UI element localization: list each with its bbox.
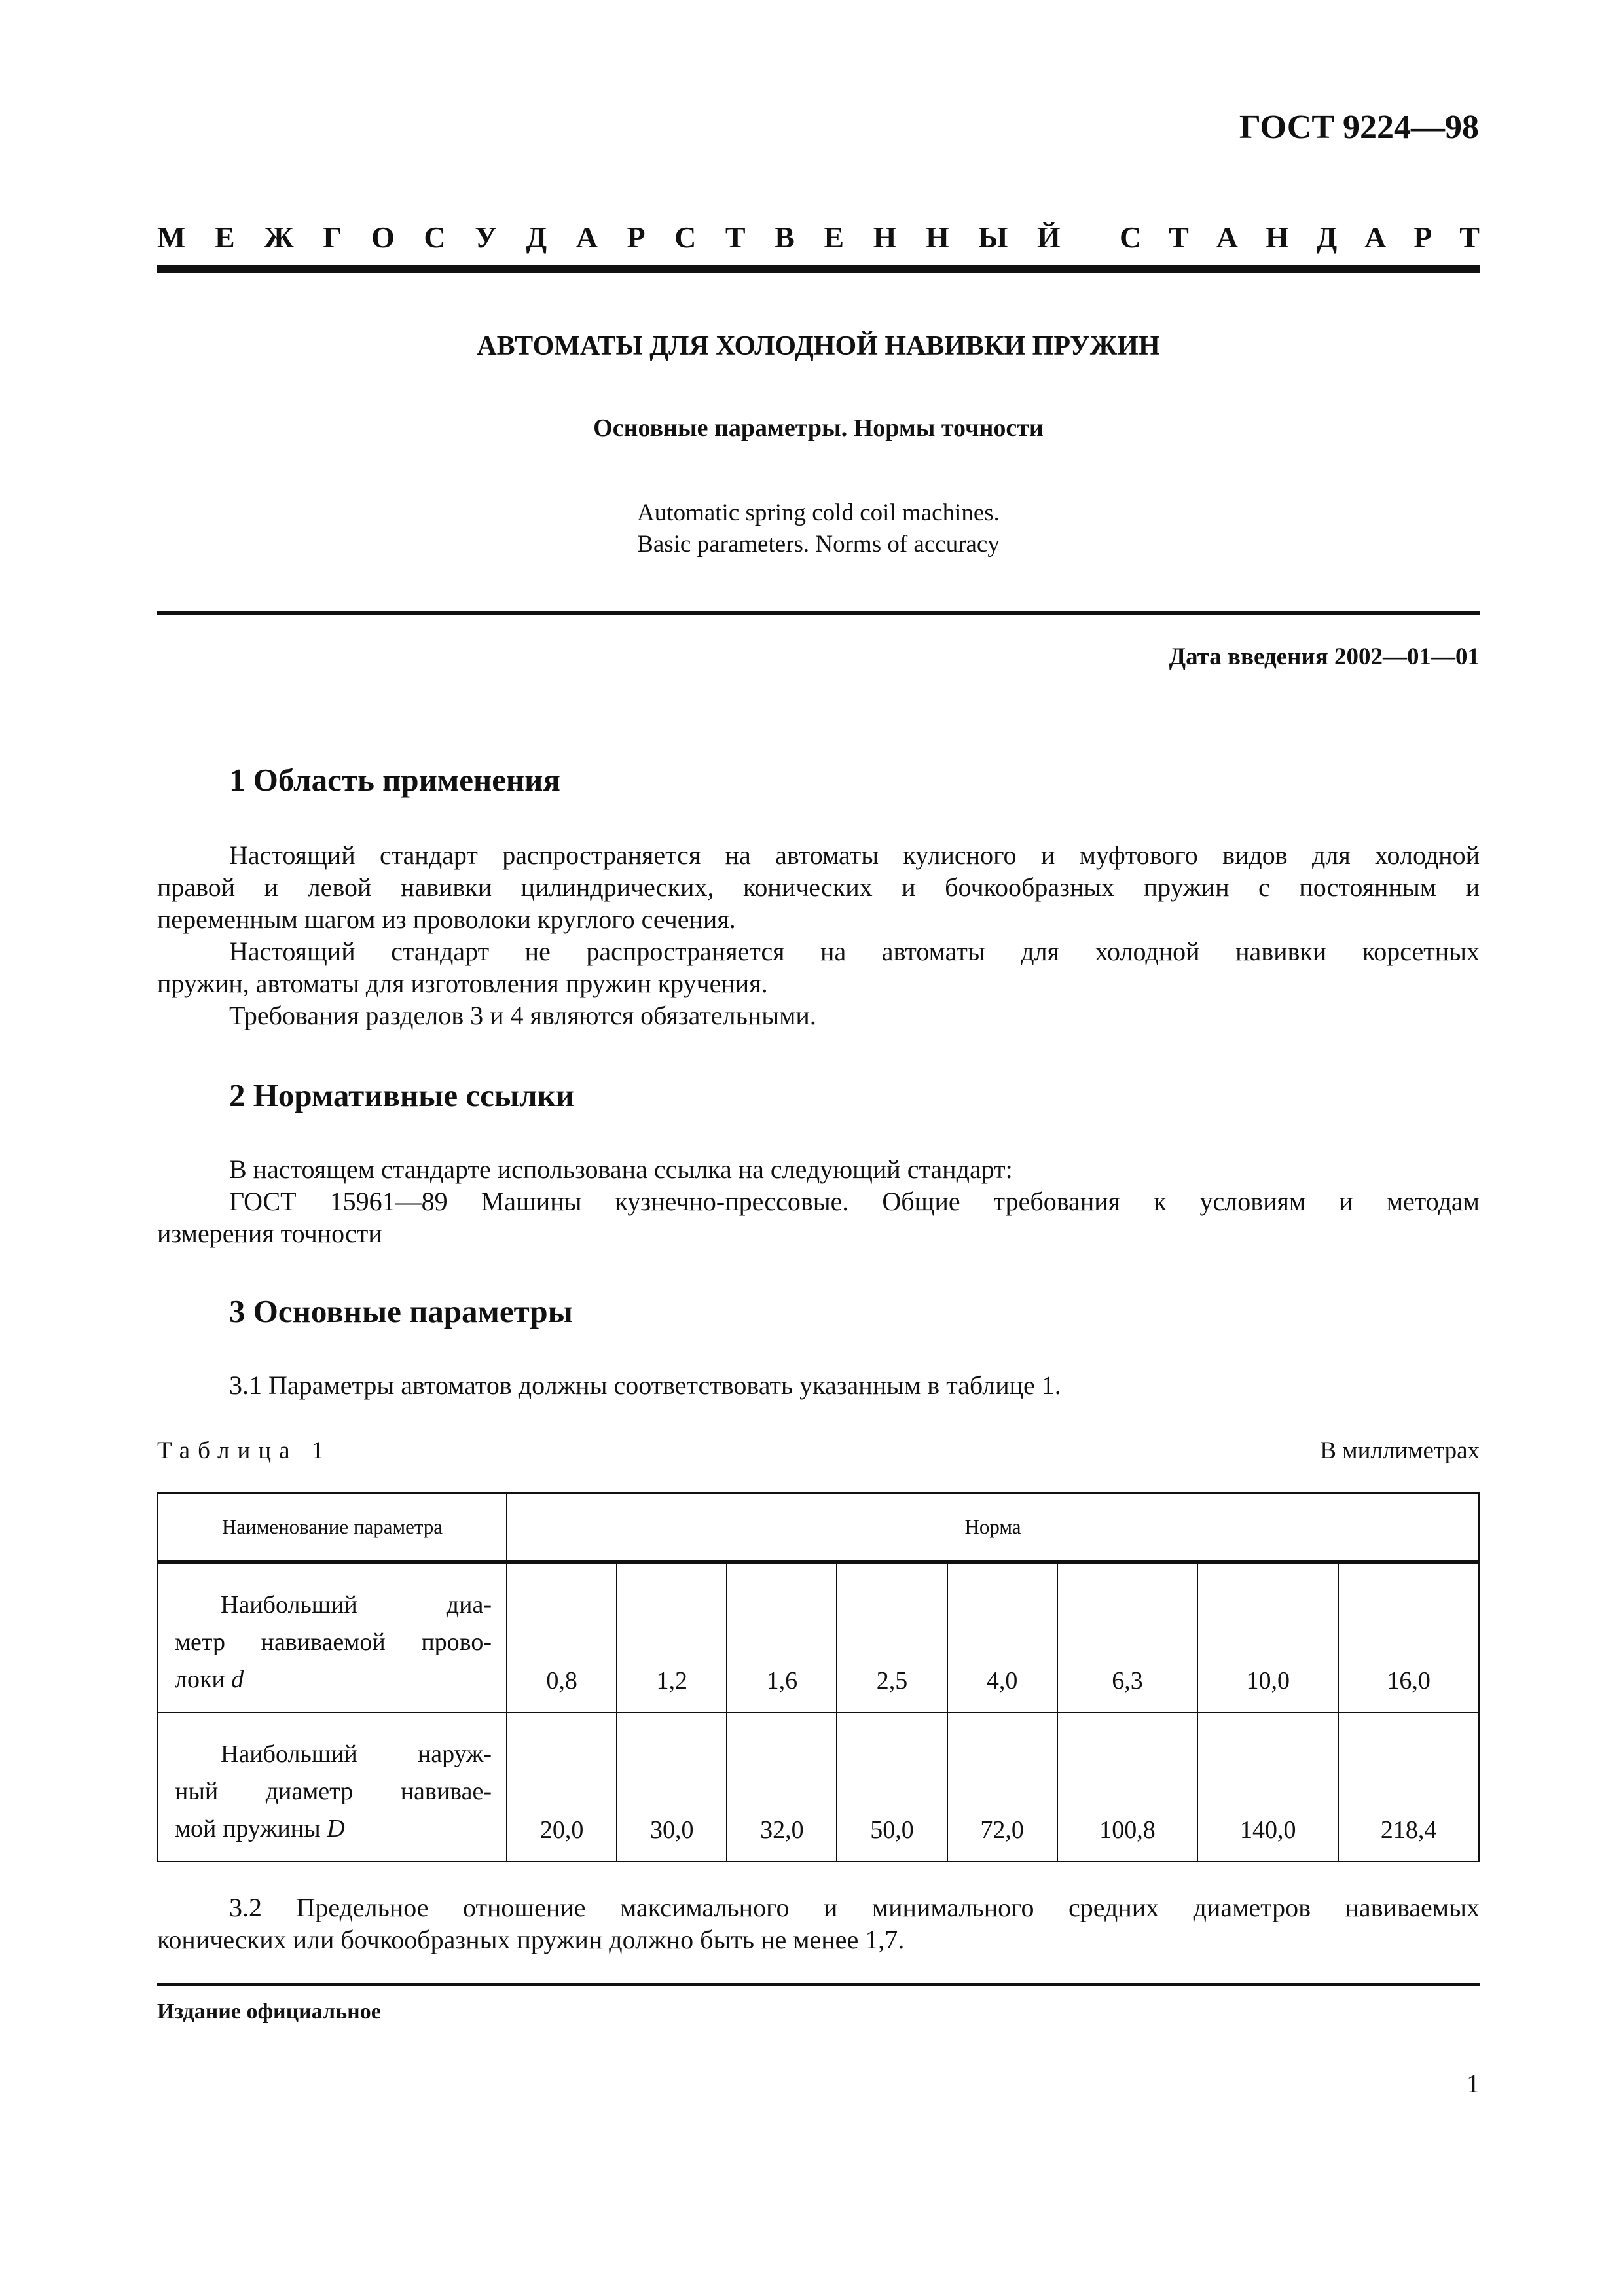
header-norm: Норма [507,1493,1479,1562]
table-row [158,1562,1479,1712]
english-title-line: Automatic spring cold coil machines. [637,499,1000,526]
section-3-paragraph-2 [157,1892,1480,1956]
section-1-heading: 1 Область применения [229,762,560,798]
banner-letter: А [1216,221,1238,254]
table-cell: 0,8 [507,1562,617,1712]
symbol-d: d [231,1666,244,1694]
footer-rule [157,1983,1480,1986]
banner-word-2 [1120,220,1480,255]
text-line: Настоящий стандарт распространяется на автоматы кулисного и муфтового видов для холодной [229,840,1480,870]
banner-letter: С [1120,221,1142,254]
banner-letter: С [424,221,446,254]
banner-letter: Е [214,221,235,254]
table-cell: 6,3 [1057,1562,1198,1712]
document-subtitle: Основные параметры. Нормы точности [593,414,1044,442]
banner-letter: М [157,221,186,254]
section-1-paragraph-2 [157,935,1480,999]
text-line: переменным шагом из проволоки круглого сечения. [157,905,736,934]
banner-letter: Ы [978,221,1008,254]
table-cell: 218,4 [1338,1712,1479,1861]
cell-text-line: мой пружины [175,1815,321,1842]
table-cell: 72,0 [947,1712,1057,1861]
section-2-paragraph-1: В настоящем стандарте использована ссылка на следующий стандарт: [229,1155,1013,1184]
banner-letter: Е [824,221,845,254]
banner-letter: Т [725,221,746,254]
banner-letter: Н [1265,221,1289,254]
table-unit: В миллиметрах [1320,1437,1480,1464]
table-cell: 4,0 [947,1562,1057,1712]
section-3-heading: 3 Основные параметры [229,1293,573,1329]
effective-date: Дата введения 2002—01—01 [1169,643,1480,670]
symbol-D: D [327,1815,345,1842]
text-line: измерения точности [157,1219,382,1248]
table-cell: 20,0 [507,1712,617,1861]
cell-text-line: ный диаметр навивае- [175,1778,492,1805]
banner-word-1 [157,220,1061,255]
cell-text-line: Наибольший диа- [221,1591,492,1619]
english-title-line: Basic parameters. Norms of accuracy [637,531,1000,558]
table-cell: 100,8 [1057,1712,1198,1861]
page-number: 1 [1467,2069,1480,2098]
table-header-row [158,1493,1479,1562]
cell-text-line: локи [175,1666,225,1694]
banner-letter: А [1364,221,1387,254]
banner-letter: Т [1169,221,1189,254]
table-cell: 50,0 [837,1712,947,1861]
banner-letter: А [575,221,598,254]
interstate-standard-banner [157,220,1480,255]
table-row [158,1712,1479,1861]
banner-letter: Р [627,221,646,254]
banner-letter: О [371,221,395,254]
banner-rule [157,265,1480,273]
table-cell: 140,0 [1197,1712,1338,1861]
header-parameter-name: Наименование параметра [158,1493,507,1562]
parameters-table [157,1492,1480,1862]
banner-letter: Р [1413,221,1432,254]
banner-letter: Н [925,221,949,254]
text-line: ГОСТ 15961—89 Машины кузнечно-прессовые. Общие требования к условиям и методам [229,1187,1480,1216]
banner-letter: Ж [264,221,294,254]
table-cell: 32,0 [727,1712,837,1861]
text-line: Настоящий стандарт не распространяется на автоматы для холодной навивки корсетных [229,937,1480,966]
section-2-paragraph-2 [157,1185,1480,1249]
document-code: ГОСТ 9224—98 [1239,109,1479,146]
section-1-paragraph-3: Требования разделов 3 и 4 являются обязательными. [229,1001,816,1030]
table-cell: 1,6 [727,1562,837,1712]
title-rule [157,611,1480,615]
banner-letter: У [475,221,497,254]
table-caption: Таблица 1 [157,1437,332,1464]
cell-text-line: метр навиваемой прово- [175,1628,492,1657]
banner-letter: В [775,221,795,254]
table-cell: 16,0 [1338,1562,1479,1712]
english-title [157,497,1480,560]
banner-letter: С [674,221,697,254]
row-1-name [158,1562,507,1712]
banner-letter: Д [526,221,547,254]
text-line: правой и левой навивки цилиндрических, конических и бочкообразных пружин с постоянным и [157,872,1480,902]
section-3-paragraph-1: 3.1 Параметры автоматов должны соответствовать указанным в таблице 1. [229,1371,1061,1400]
banner-letter: Т [1459,221,1480,254]
banner-letter: Г [323,221,342,254]
text-line: конических или бочкообразных пружин должно быть не менее 1,7. [157,1925,905,1954]
banner-letter: Н [873,221,897,254]
table-cell: 1,2 [617,1562,727,1712]
banner-letter: Д [1316,221,1338,254]
banner-letter: Й [1036,221,1061,254]
table-cell: 10,0 [1197,1562,1338,1712]
row-2-name [158,1712,507,1861]
text-line: пружин, автоматы для изготовления пружин кручения. [157,969,768,998]
table-cell: 2,5 [837,1562,947,1712]
document-title: АВТОМАТЫ ДЛЯ ХОЛОДНОЙ НАВИВКИ ПРУЖИН [477,331,1160,361]
section-1-paragraph-1 [157,839,1480,935]
section-2-heading: 2 Нормативные ссылки [229,1077,575,1113]
official-edition-label: Издание официальное [157,2000,381,2024]
table-cell: 30,0 [617,1712,727,1861]
cell-text-line: Наибольший наруж- [221,1740,492,1768]
text-line: 3.2 Предельное отношение максимального и минимального средних диаметров навиваемых [229,1893,1480,1922]
